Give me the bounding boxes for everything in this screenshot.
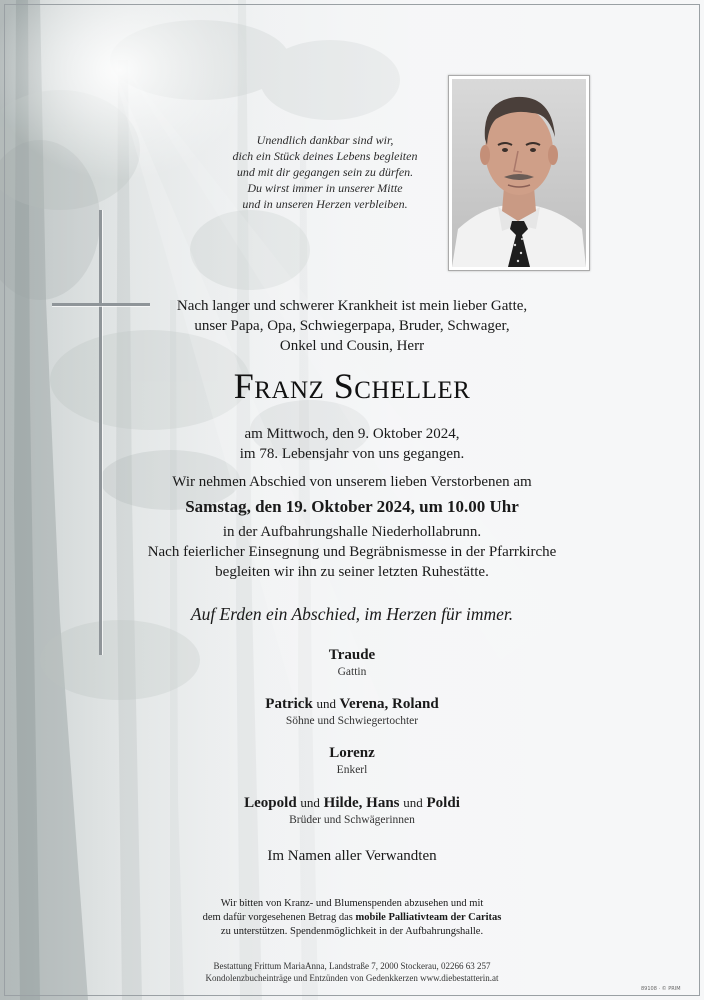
mourner-group	[0, 744, 704, 778]
quote-line: Du wirst immer in unserer Mitte	[247, 181, 403, 195]
funeral-home-footer	[0, 960, 704, 984]
mourner-role: Gattin	[337, 666, 367, 678]
death-notice	[0, 424, 704, 464]
intro-line: unser Papa, Opa, Schwiegerpapa, Bruder, Schwager,	[194, 318, 510, 334]
donation-request	[0, 897, 704, 939]
funeral-place	[0, 522, 704, 582]
quote-line: und mit dir gegangen sein zu dürfen.	[236, 165, 414, 179]
mourner-group	[0, 646, 704, 680]
farewell-text: Wir nehmen Abschied von unserem lieben Verstorbenen am	[172, 474, 532, 490]
mourner-name	[0, 744, 704, 763]
mourner-first: Leopold	[244, 795, 297, 811]
mourner-first: Lorenz	[329, 745, 375, 761]
quote-line: Unendlich dankbar sind wir,	[256, 133, 394, 147]
mourner-name	[0, 646, 704, 665]
place-line: begleiten wir ihn zu seiner letzten Ruhestätte.	[215, 564, 489, 580]
donation-line: Wir bitten von Kranz- und Blumenspenden abzusehen und mit	[220, 898, 484, 909]
funeral-date: Samstag, den 19. Oktober 2024, um 10.00 Uhr	[185, 497, 519, 516]
mourner-role: Söhne und Schwiegertochter	[285, 715, 419, 727]
portrait-image	[452, 79, 586, 267]
death-line: im 78. Lebensjahr von uns gegangen.	[239, 446, 465, 462]
mourner-second: Hilde, Hans	[323, 795, 400, 811]
footer-line: Bestattung Frittum MariaAnna, Landstraße 7, 2000 Stockerau, 02266 63 257	[213, 961, 491, 971]
connector-word: und	[403, 795, 423, 810]
family-note: Im Namen aller Verwandten	[267, 848, 437, 864]
quote-line: und in unseren Herzen verbleiben.	[242, 197, 408, 211]
place-line: Nach feierlicher Einsegnung und Begräbnismesse in der Pfarrkirche	[147, 544, 557, 560]
portrait-photo	[448, 75, 590, 271]
connector-word: und	[300, 795, 320, 810]
mourner-name	[0, 793, 704, 813]
intro-text	[0, 296, 704, 356]
mourner-role: Enkerl	[336, 764, 368, 776]
donation-line	[0, 911, 704, 925]
death-line: am Mittwoch, den 9. Oktober 2024,	[244, 426, 460, 442]
mourner-name	[0, 694, 704, 714]
deceased-name: Franz Scheller	[233, 366, 471, 406]
connector-word: und	[316, 696, 337, 711]
donation-beneficiary: mobile Palliativteam der Caritas	[355, 912, 502, 923]
mourner-first: Traude	[328, 647, 376, 663]
place-line: in der Aufbahrungshalle Niederhollabrunn.	[222, 524, 482, 540]
memorial-quote	[180, 132, 470, 212]
quote-line: dich ein Stück deines Lebens begleiten	[232, 149, 418, 163]
mourner-group	[0, 694, 704, 729]
motto: Auf Erden ein Abschied, im Herzen für immer.	[190, 604, 514, 624]
mourner-second: Verena, Roland	[339, 696, 439, 712]
intro-line: Nach langer und schwerer Krankheit ist mein lieber Gatte,	[176, 298, 528, 314]
donation-text: dem dafür vorgesehenen Betrag das	[202, 912, 356, 923]
mourner-group	[0, 793, 704, 828]
print-code: 89108 · © PRIM	[641, 986, 681, 992]
footer-line: Kondolenzbucheinträge und Entzünden von Gedenkkerzen www.diebestatterin.at	[205, 973, 499, 983]
donation-line: zu unterstützen. Spendenmöglichkeit in der Aufbahrungshalle.	[220, 926, 484, 937]
mourner-first: Patrick	[265, 696, 313, 712]
mourner-role: Brüder und Schwägerinnen	[289, 814, 415, 826]
mourner-third: Poldi	[426, 795, 460, 811]
intro-line: Onkel und Cousin, Herr	[279, 338, 425, 354]
